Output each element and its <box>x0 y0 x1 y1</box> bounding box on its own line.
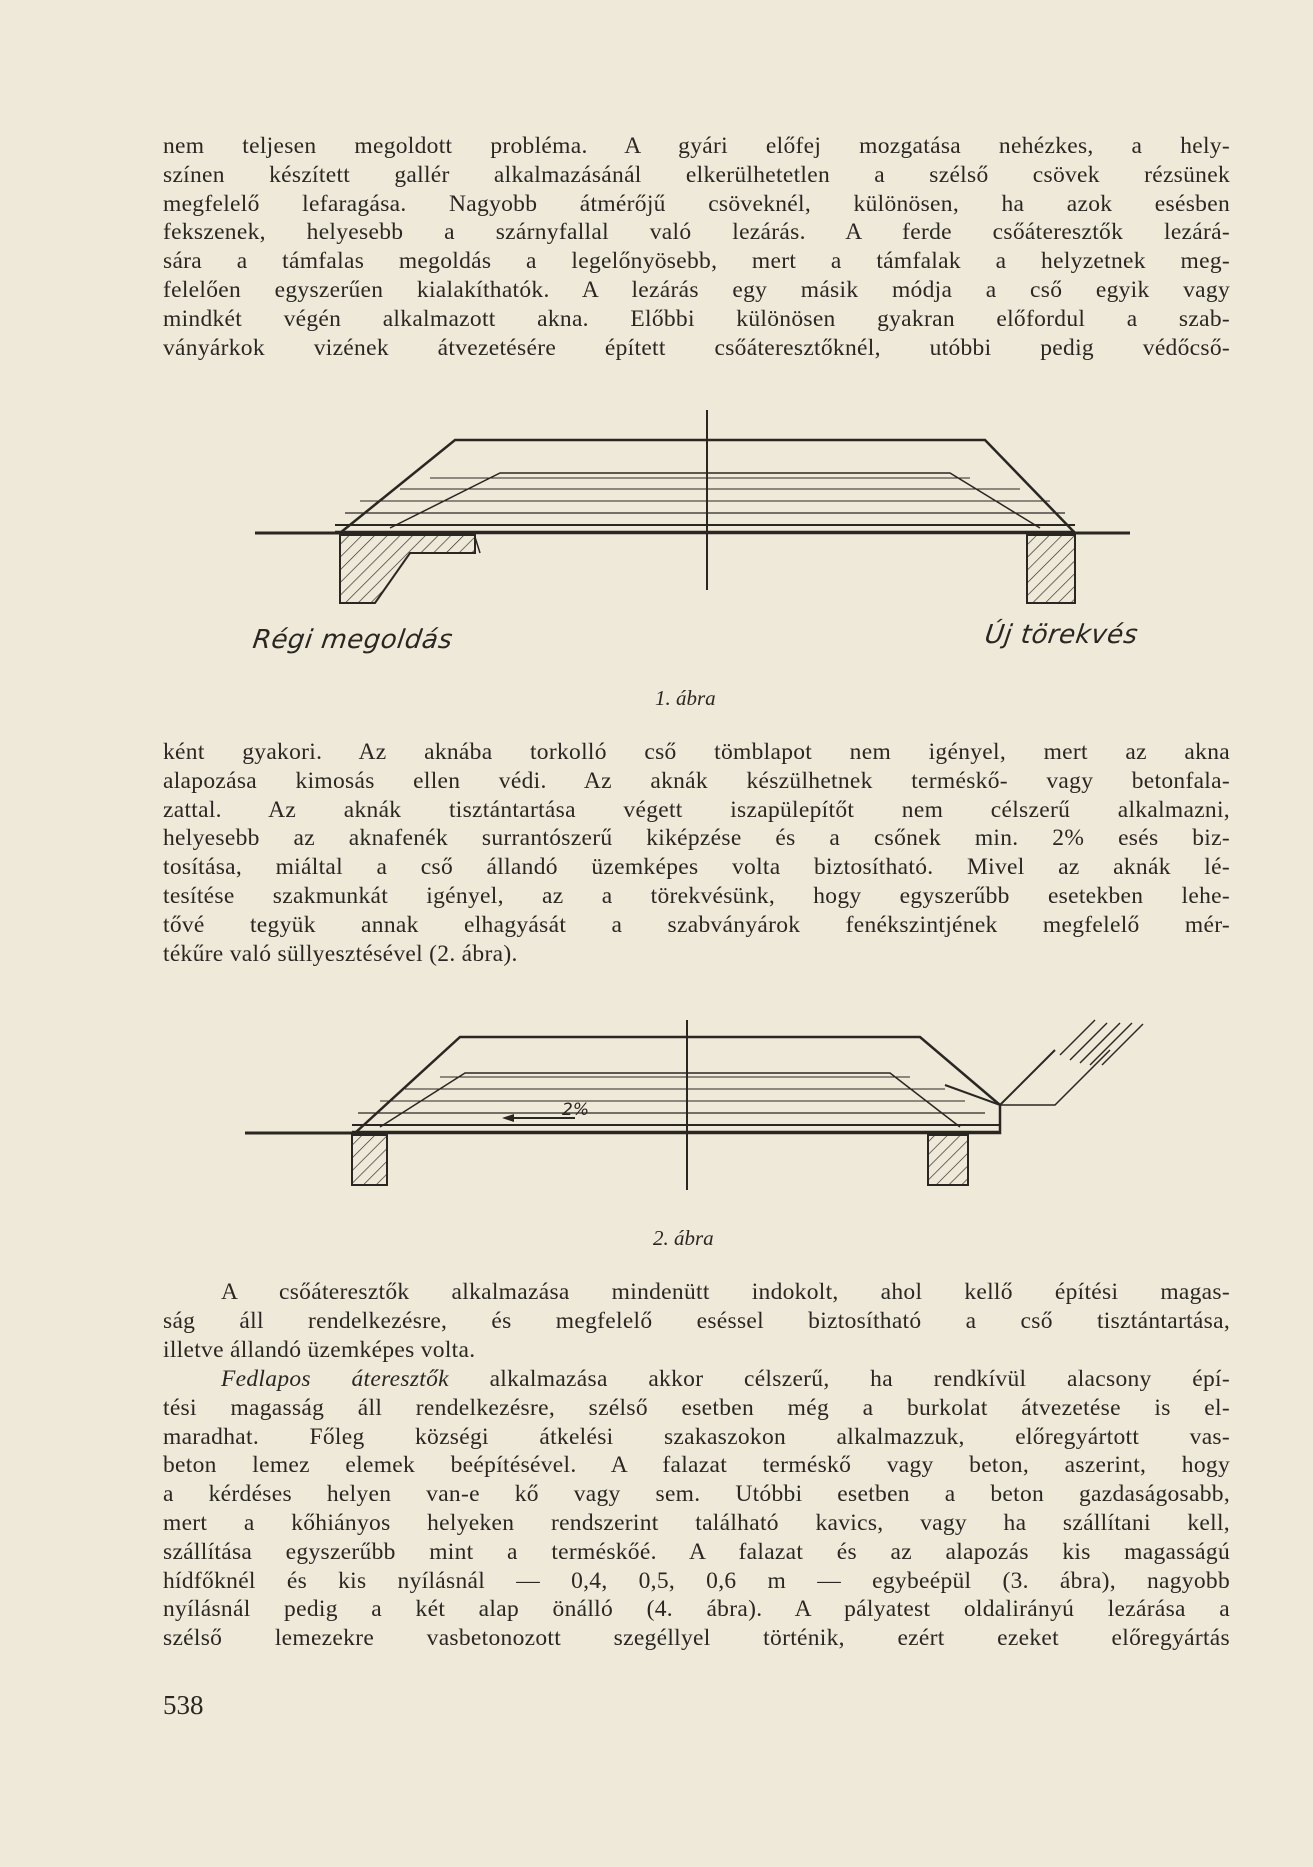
figure-1-drawing <box>250 405 1140 620</box>
text-line: mert a kőhiányos helyeken rendszerint található kavics, vagy ha szállítani kell, <box>163 1509 1230 1536</box>
text-line: megfelelő lefaragása. Nagyobb átmérőjű csöveknél, különösen, ha azok esésben <box>163 190 1230 217</box>
text-line: sára a támfalas megoldás a legelőnyösebb, mert a támfalak a helyzetnek meg- <box>163 248 1230 275</box>
paragraph-2 <box>163 738 1230 968</box>
text-line: hídfőknél és kis nyílásnál — 0,4, 0,5, 0,6 m — egybeépül (3. ábra), nagyobb <box>163 1567 1230 1594</box>
slope-label: 2% <box>562 1100 589 1120</box>
text-line: helyesebb az aknafenék surrantószerű kiképzése és a csőnek min. 2% esés biz- <box>163 825 1230 852</box>
figure-2-caption: 2. ábra <box>653 1226 714 1250</box>
text-line: zattal. Az aknák tisztántartása végett iszapülepítőt nem célszerű alkalmazni, <box>163 796 1230 823</box>
text-line: alapozása kimosás ellen védi. Az aknák készülhetnek terméskő- vagy betonfala- <box>163 767 1230 794</box>
figure-1-caption: 1. ábra <box>655 686 716 710</box>
text-line: nem teljesen megoldott probléma. A gyári előfej mozgatása nehézkes, a hely- <box>163 133 1230 159</box>
text-line: szállítása egyszerűbb mint a terméskőé. A falazat és az alapozás kis magasságú <box>163 1538 1230 1565</box>
text-line: maradhat. Főleg községi átkelési szakaszokon alkalmazzuk, előregyártott vas- <box>163 1423 1230 1450</box>
emphasized-term: Fedlapos áteresztők <box>221 1366 449 1392</box>
text-line: nyílásnál pedig a két alap önálló (4. ábra). A pályatest oldalirányú lezárása a <box>163 1596 1230 1623</box>
text-line: a kérdéses helyen van-e kő vagy sem. Utóbbi esetben a beton gazdaságosabb, <box>163 1481 1230 1508</box>
text-line: tesítése szakmunkát igényel, az a törekvésünk, hogy egyszerűbb esetekben lehe- <box>163 882 1230 909</box>
text-line: tosítása, miáltal a cső állandó üzemképes volta biztosítható. Mivel az aknák lé- <box>163 854 1230 881</box>
figure-1-right-label: Új törekvés <box>982 620 1140 650</box>
text-line: tővé tegyük annak elhagyását a szabványárok fenékszintjének megfelelő mér- <box>163 911 1230 938</box>
text-line: felelően egyszerűen kialakíthatók. A lezárás egy másik módja a cső egyik vagy <box>163 276 1230 303</box>
text-line: tési magasság áll rendelkezésre, szélső esetben még a burkolat átvezetése is el- <box>163 1394 1230 1421</box>
text-line: A csőáteresztők alkalmazása mindenütt indokolt, ahol kellő építési magas- <box>221 1279 1230 1305</box>
paragraph-1 <box>163 132 1230 362</box>
text-line: szélső lemezekre vasbetonozott szegéllyel történik, ezért ezeket előregyártás <box>163 1625 1230 1652</box>
paragraph-4 <box>163 1365 1230 1653</box>
text-line: ság áll rendelkezésre, és megfelelő eséssel biztosítható a cső tisztántartása, <box>163 1307 1230 1334</box>
text-line: fekszenek, helyesebb a szárnyfallal való lezárás. A ferde csőáteresztők lezárá- <box>163 219 1230 246</box>
page-number: 538 <box>163 1690 204 1720</box>
text-line: színen készített gallér alkalmazásánál elkerülhetetlen a szélső csövek rézsünek <box>163 161 1230 188</box>
text-line: Fedlapos áteresztők alkalmazása akkor célszerű, ha rendkívül alacsony épí- <box>221 1366 1230 1392</box>
figure-2-drawing <box>240 1015 1150 1210</box>
text-line: ványárkok vizének átvezetésére épített csőáteresztőknél, utóbbi pedig védőcső- <box>163 334 1230 361</box>
text-line: ként gyakori. Az aknába torkolló cső tömblapot nem igényel, mert az akna <box>163 739 1230 765</box>
text-line: tékűre való süllyesztésével (2. ábra). <box>163 940 518 967</box>
text-line: mindkét végén alkalmazott akna. Előbbi különösen gyakran előfordul a szab- <box>163 305 1230 332</box>
text-line: beton lemez elemek beépítésével. A falazat terméskő vagy beton, aszerint, hogy <box>163 1452 1230 1479</box>
text-line: illetve állandó üzemképes volta. <box>163 1336 476 1363</box>
figure-1-left-label: Régi megoldás <box>250 625 455 655</box>
paragraph-3 <box>163 1278 1230 1364</box>
